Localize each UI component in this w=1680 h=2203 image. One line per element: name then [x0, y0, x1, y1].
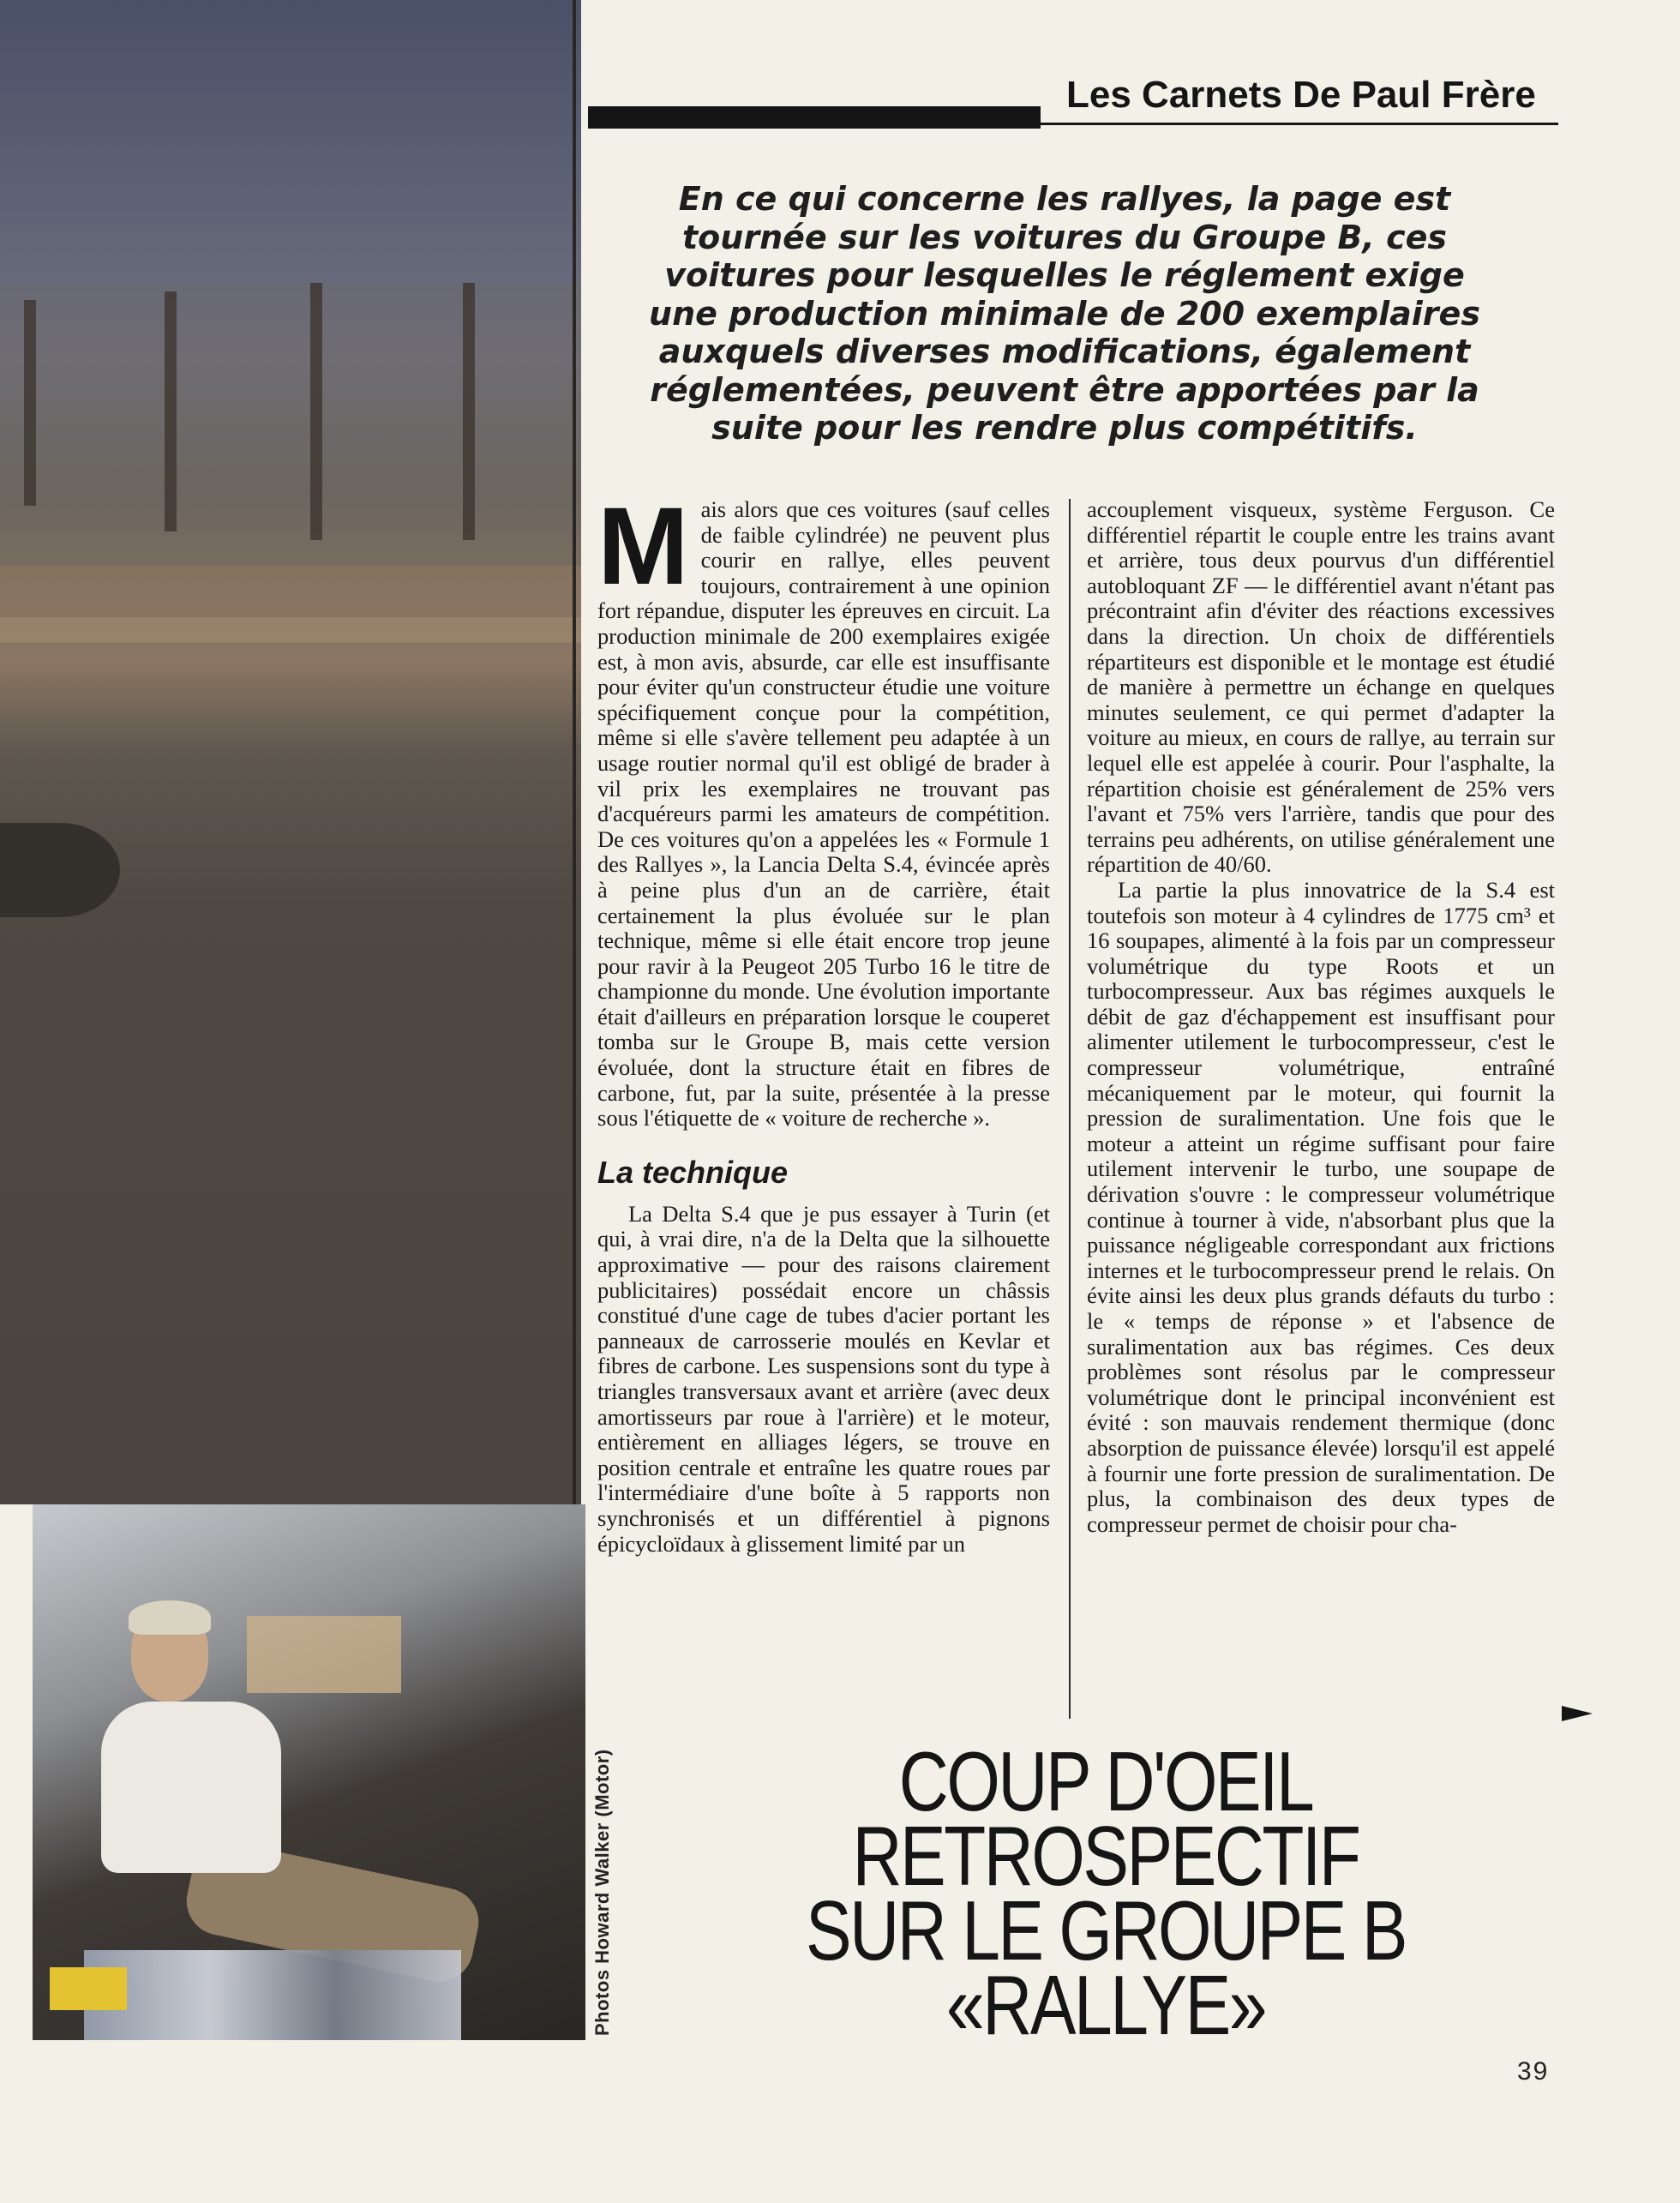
header-bar	[588, 106, 1041, 129]
photo-credit: Photos Howard Walker (Motor)	[591, 1749, 613, 2036]
drop-cap: M	[597, 485, 689, 608]
rally-track-photo	[0, 0, 581, 1504]
column-divider	[1069, 499, 1071, 1719]
headline-line: «RALLYE»	[946, 1958, 1265, 2052]
article-column-2	[1087, 497, 1555, 1537]
intro-paragraph: En ce qui concerne les rallyes, la page est tournée sur les voitures du Groupe B, ces voitures pour lesquelles le réglement exige une production minimale de 200 exemplaires auxquels diverses modifications, également réglementées, peuvent être apportées par la suite pour les rendre plus compétitifs.	[649, 180, 1480, 447]
article-paragraph: La partie la plus innovatrice de la S.4 est toutefois son moteur à 4 cylindres de 1775 cm³ et 16 soupapes, alimenté à la fois par un compresseur volumétrique du type Roots et un turbocompresseur. Aux bas régimes auxquels le débit de gaz d'échappement est insuffisant pour alimenter utilement le turbocompresseur, c'est le compresseur volumétrique, entraîné mécaniquement par le moteur, qui fournit la pression de suralimentation. Une fois que le moteur a atteint un régime suffisant pour faire utilement intervenir le turbo, une soupape de dérivation s'ouvre : le compresseur volumétrique continue à tourner à vide, n'absorbant plus que la puissance négligeable correspondant aux frictions internes et le turbocompresseur prend le relais. On évite ainsi les deux plus grands défauts du turbo : le « temps de réponse » et l'absence de suralimentation aux bas régimes. Ces deux problèmes sont résolus par le compresseur volumétrique dont le principal inconvénient est évité : son mauvais rendement thermique (donc absorption de puissance élevée) lorsqu'il est appelé à fournir une forte pression de suralimentation. De plus, la combinaison des deux types de compresseur permet de choisir pour cha-	[1087, 876, 1555, 1537]
subheading: La technique	[597, 1154, 789, 1190]
photo-divider	[573, 0, 576, 1504]
headline-line: RETROSPECTIF	[852, 1809, 1359, 1903]
headline-line: COUP D'OEIL	[898, 1734, 1313, 1828]
page-number: 39	[1517, 2057, 1550, 2086]
continue-arrow-icon	[1562, 1706, 1593, 1721]
header-rule	[1041, 123, 1558, 125]
driver-cockpit-photo	[33, 1504, 585, 2040]
section-title: Les Carnets De Paul Frère	[1066, 74, 1536, 116]
article-paragraph: Mais alors que ces voitures (sauf celles de faible cylindrée) ne peuvent plus courir en rallye, elles peuvent toujours, contrairement à une opinion fort répandue, disputer les épreuves en circuit. La production minimale de 200 exemplaires exigée est, à mon avis, absurde, car elle est insuffisante pour éviter qu'un constructeur étudie une voiture spécifiquement conçue pour la compétition, même si elle s'avère tellement peu adaptée à un usage routier normal qu'il est obligé de brader à vil prix les exemplaires ne trouvant pas d'acquéreurs parmi les amateurs de compétition. De ces voitures qu'on a appelées les « Formule 1 des Rallyes », la Lancia Delta S.4, évincée après à peine plus d'un an de carrière, était certainement la plus évoluée sur le plan technique, même si elle était encore trop jeune pour ravir à la Peugeot 205 Turbo 16 le titre de championne du monde. Une évolution importante était d'ailleurs en préparation lorsque le couperet tomba sur le Groupe B, mais cette version évoluée, dont la structure était en fibres de carbone, fut, par la suite, présentée à la presse sous l'étiquette de « voiture de recherche ».	[597, 485, 1050, 1132]
headline	[789, 1734, 1422, 2052]
article-paragraph: accouplement visqueux, système Ferguson. Ce différentiel répartit le couple entre les trains avant et arrière, tous deux pourvus d'un différentiel autobloquant ZF — le différentiel avant n'étant pas précontraint afin d'éviter des réactions excessives dans la direction. Un choix de différentiels répartiteurs est disponible et le montage est étudié de manière à permettre un échange en quelques minutes seulement, ce qui permet d'adapter la voiture au mieux, en cours de rallye, au terrain sur lequel elle est appelée à courir. Pour l'asphalte, la répartition choisie est généralement de 25% vers l'avant et 75% vers l'arrière, tandis que pour des terrains peu adhérents, on utilise généralement une répartition de 40/60.	[1087, 496, 1555, 878]
article-paragraph: La Delta S.4 que je pus essayer à Turin (et qui, à vrai dire, n'a de la Delta que la silhouette approximative — pour des raisons clairement publicitaires) possédait encore un châssis constitué d'une cage de tubes d'acier portant les panneaux de carrosserie moulés en Kevlar et fibres de carbone. Les suspensions sont du type à triangles transversaux avant et arrière (avec deux amortisseurs par roue à l'arrière) et le moteur, entièrement en alliages légers, se trouve en position centrale et entraîne les quatre roues par l'intermédiaire d'une boîte à 5 rapports non synchronisés et un différentiel à pignons épicycloïdaux à glissement limité par un	[597, 1200, 1050, 1557]
headline-line: SUR LE GROUPE B	[806, 1883, 1406, 1978]
article-column-1	[597, 485, 1050, 1557]
